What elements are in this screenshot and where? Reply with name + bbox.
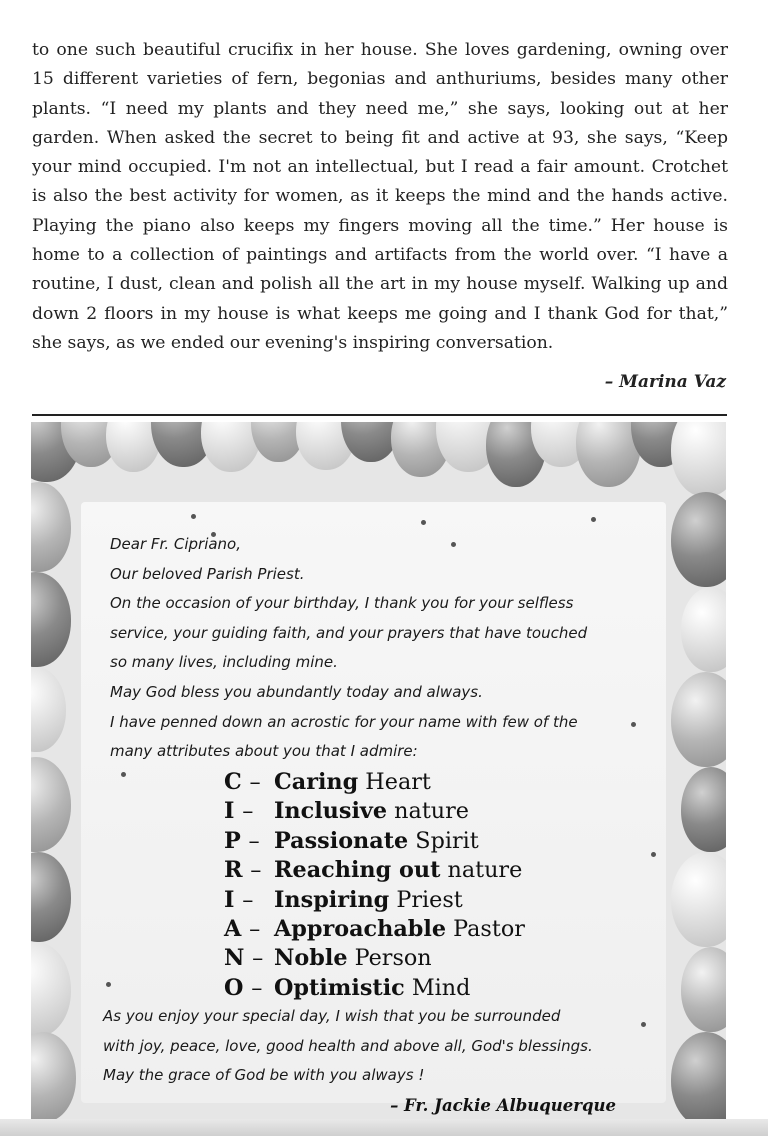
letter-body [110,530,670,767]
closing-line: with joy, peace, love, good health and above all, God's blessings. [103,1036,593,1055]
acrostic-row: N – Noble Person [224,945,432,972]
closing-line: May the grace of God be with you always ! [103,1066,425,1085]
section-divider [32,414,727,416]
acrostic-row: O – Optimistic Mind [224,974,471,1001]
acrostic-row: I – Inspiring Priest [224,886,463,913]
acrostic-row: A – Approachable Pastor [224,916,525,943]
letter-line: Our beloved Parish Priest. [110,564,305,583]
letter-line: Dear Fr. Cipriano, [110,535,242,553]
closing-line: As you enjoy your special day, I wish that you be surrounded [103,1007,561,1025]
article-text [32,36,728,358]
birthday-greeting-card [31,422,726,1119]
letter-line: so many lives, including mine. [110,653,338,672]
letter-line: many attributes about you that I admire: [110,742,418,761]
letter-line: service, your guiding faith, and your prayers that have touched [110,623,588,642]
letter-closing [103,1002,703,1091]
article-byline: – Marina Vaz [604,372,726,392]
letter-signature: – Fr. Jackie Albuquerque [390,1096,616,1115]
letter-line: May God bless you abundantly today and always. [110,682,483,701]
letter-line: I have penned down an acrostic for your name with few of the [110,712,578,731]
page-bottom-strip [0,1119,768,1136]
article-paragraph: to one such beautiful crucifix in her house. She loves gardening, owning over 15 different varieties of fern, begonias and anthuriums, besides many other plants. “I need my plants and they need me,” she says, looking out at her garden. When asked the secret to being fit and active at 93, she says, “Keep your mind occupied. I'm not an intellectual, but I read a fair amount. Crotchet is also the best activity for women, as it keeps the mind and the hands active. Playing the piano also keeps my fingers moving all the time.” Her house is home to a collection of paintings and artifacts from the world over. “I have a routine, I dust, clean and polish all the art in my house myself. Walking up and down 2 floors in my house is what keeps me going and I thank God for that,” she says, as we ended our evening's inspiring conversation. [32,40,728,353]
acrostic-row: C – Caring Heart [224,769,431,795]
acrostic-list [224,768,525,1003]
acrostic-row: R – Reaching out nature [224,857,523,884]
acrostic-row: P – Passionate Spirit [224,827,479,854]
letter-line: On the occasion of your birthday, I thank you for your selfless [110,594,574,613]
acrostic-row: I – Inclusive nature [224,798,469,825]
